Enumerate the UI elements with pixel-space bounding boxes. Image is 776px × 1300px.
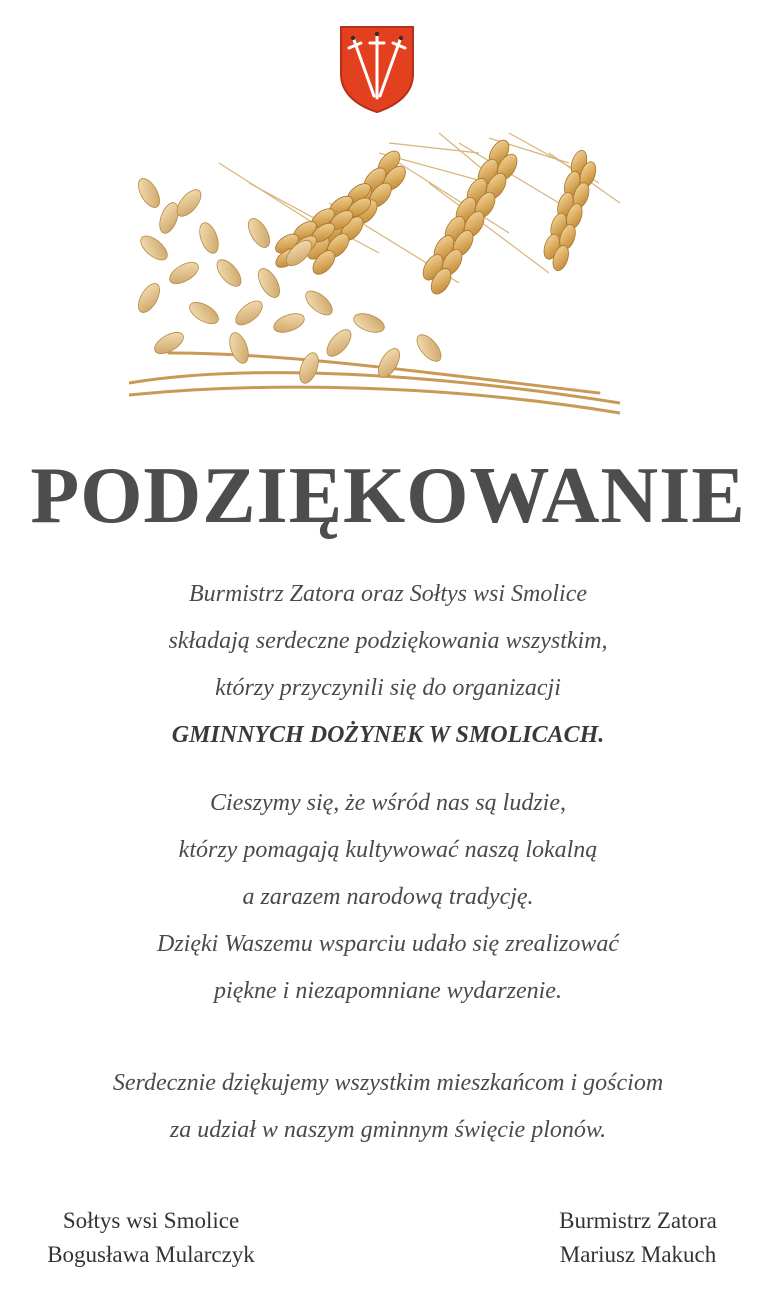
text-line: piękne i niezapomniane wydarzenie.	[214, 978, 562, 1004]
signature-role: Burmistrz Zatora	[559, 1208, 717, 1233]
text-line: Serdecznie dziękujemy wszystkim mieszkańcom i gościom	[112, 1070, 664, 1096]
text-line: Burmistrz Zatora oraz Sołtys wsi Smolice	[188, 581, 588, 607]
event-name: GMINNYCH DOŻYNEK W SMOLICACH.	[171, 722, 605, 748]
text-line: a zarazem narodową tradycję.	[242, 884, 534, 910]
text-line: którzy pomagają kultywować naszą lokalną	[178, 837, 598, 863]
text-line: Dzięki Waszemu wsparciu udało się zrealizować	[157, 931, 619, 957]
text-line: Cieszymy się, że wśród nas są ludzie,	[210, 790, 566, 816]
thanks-paragraph	[0, 571, 776, 759]
signature-role: Sołtys wsi Smolice	[62, 1208, 240, 1233]
closing-paragraph	[0, 1060, 776, 1154]
signature-name: Mariusz Makuch	[559, 1242, 717, 1267]
coat-of-arms-icon	[338, 24, 416, 114]
text-line: za udział w naszym gminnym święcie plonów.	[169, 1117, 607, 1143]
text-line: którzy przyczynili się do organizacji	[215, 675, 561, 701]
signature-name: Bogusława Mularczyk	[47, 1242, 255, 1267]
signature-left	[0, 1204, 302, 1272]
text-line: składają serdeczne podziękowania wszystkim,	[168, 628, 608, 654]
tradition-paragraph	[0, 780, 776, 1015]
signature-right	[520, 1204, 756, 1272]
page-title: PODZIĘKOWANIE	[30, 452, 746, 540]
wheat-banner-image	[129, 123, 620, 415]
